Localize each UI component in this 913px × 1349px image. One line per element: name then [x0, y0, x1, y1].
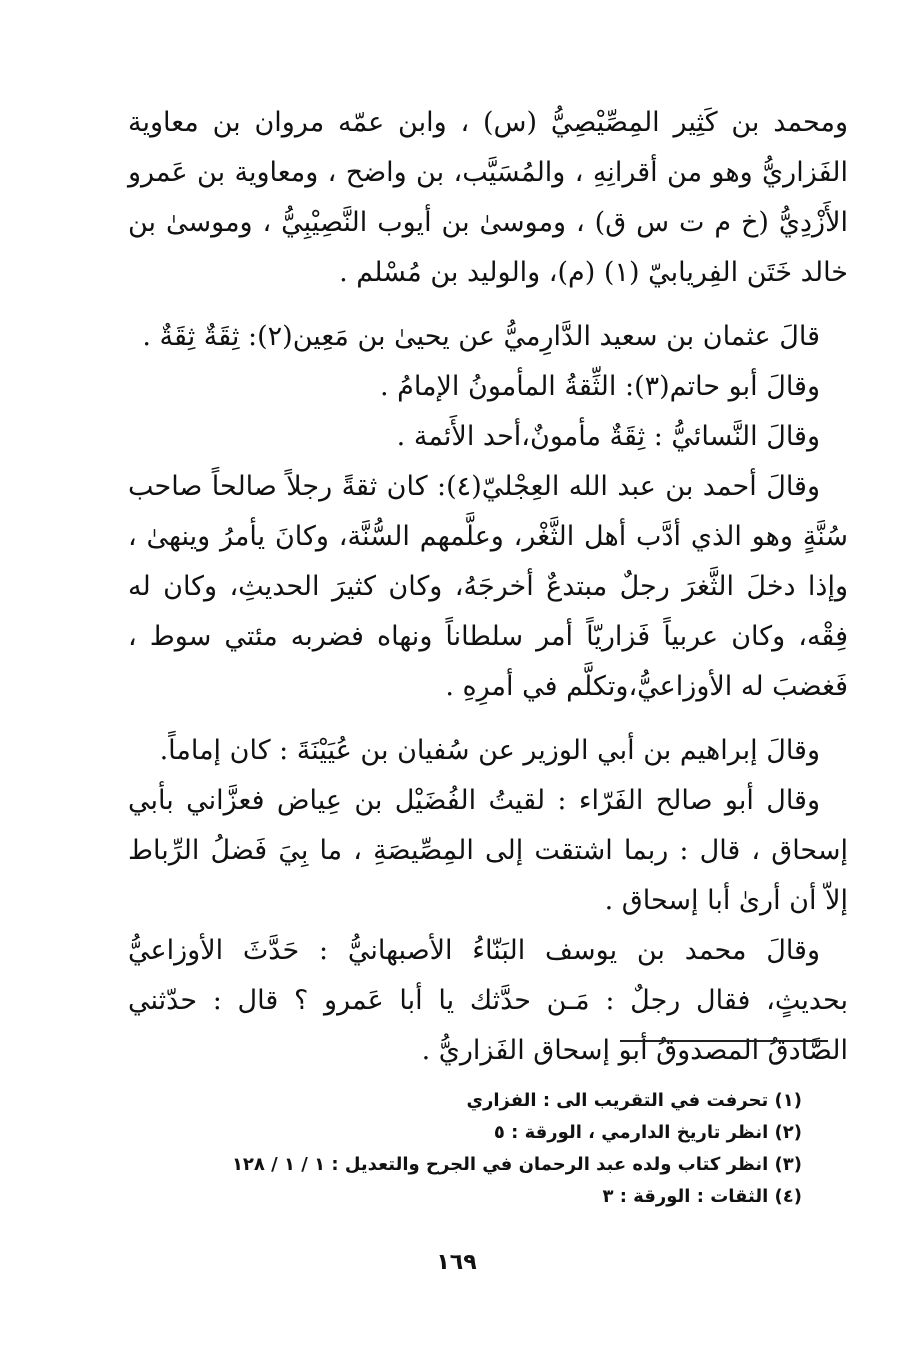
paragraph-abu-salih-quote: وقال أبو صالح الفَرّاء : لقيتُ الفُضَيْل بن عِياض فعزَّاني بأبي إسحاق ، قال : ربما اشتقت إلى المِصِّيصَةِ ، ما بِيَ فَضلُ الرِّباط إلاّ أن أرىٰ أبا إسحاق . [128, 785, 848, 916]
footnote-1: (١) تحرفت في التقريب الى : الفزاري [466, 1090, 802, 1111]
paragraph-ibn-abi-al-wazir-quote: وقالَ إبراهيم بن أبي الوزير عن سُفيان بن عُيَيْنَةَ : كان إماماً. [159, 735, 820, 766]
main-text [128, 98, 848, 1076]
paragraph-abu-hatim-quote: وقالَ أبو حاتم(٣): الثِّقةُ المأمونُ الإمامُ . [379, 371, 820, 402]
paragraph-isfahani-quote: وقالَ محمد بن يوسف البَنّاءُ الأصبهانيُّ : حَدَّثَ الأوزاعيُّ بحديثٍ، فقال رجلٌ : مَـن حدَّثك يا أبا عَمرو ؟ قال : حدّثني الصَّادقُ المصدوقُ أبو إسحاق الفَزاريُّ . [128, 935, 848, 1066]
footnotes [210, 1085, 802, 1213]
footnote-divider [620, 1040, 828, 1042]
paragraph-nasai-quote: وقالَ النَّسائيُّ : ثِقَةٌ مأمونٌ،أحد الأَئمة . [396, 421, 820, 452]
footnote-3: (٣) انظر كتاب ولده عبد الرحمان في الجرح والتعديل : ١ / ١ / ١٢٨ [231, 1154, 802, 1175]
page-number: ١٦٩ [436, 1250, 477, 1275]
footnote-4: (٤) الثقات : الورقة : ٣ [602, 1186, 802, 1207]
paragraph-darimi-quote: قالَ عثمان بن سعيد الدَّارِميُّ عن يحيىٰ بن مَعِين(٢): ثِقَةٌ ثِقَةٌ . [142, 321, 820, 352]
paragraph-narrators-list: ومحمد بن كَثِير المِصِّيْصِيُّ (س) ، وابن عمّه مروان بن معاوية الفَزاريُّ وهو من أقرانِهِ ، والمُسَيَّب، بن واضح ، ومعاوية بن عَمرو الأَزْدِيُّ (خ م ت س ق) ، وموسىٰ بن أيوب النَّصِيْبِيُّ ، وموسىٰ بن خالد خَتَن الفِريابيّ (١) (م)، والوليد بن مُسْلم . [128, 107, 848, 288]
footnote-2: (٢) انظر تاريخ الدارمي ، الورقة : ٥ [493, 1122, 802, 1143]
paragraph-ijli-quote: وقالَ أحمد بن عبد الله العِجْليّ(٤): كان ثقةً رجلاً صالحاً صاحب سُنَّةٍ وهو الذي أدَّب أهل الثَّغْر، وعلَّمهم السُّنَّة، وكانَ يأمرُ وينهىٰ ، وإذا دخلَ الثَّغرَ رجلٌ مبتدعٌ أخرجَهُ، وكان كثيرَ الحديثِ، وكان له فِقْه، وكان عربياً فَزاريّاً أمر سلطاناً ونهاه فضربه مئتي سوط ، فَغضبَ له الأوزاعيُّ،وتكلَّم في أمرِهِ . [128, 471, 849, 702]
